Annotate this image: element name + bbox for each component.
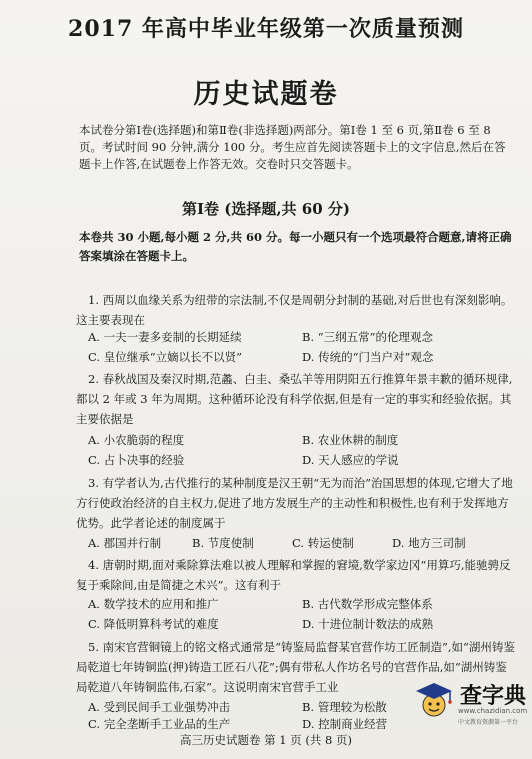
chazidian-logo <box>412 677 526 729</box>
question-2-option-a: A. 小农脆弱的程度 <box>88 433 185 447</box>
logo-slogan: 中文教育资源第一平台 <box>458 719 519 726</box>
question-1-option-a: A. 一夫一妻多妾制的长期延续 <box>88 330 242 344</box>
question-stem: 1. 西周以血缘关系为纽带的宗法制,不仅是周朝分封制的基础,对后世也有深刻影响。这主要表现在 <box>76 293 513 327</box>
question-4-option-a: A. 数学技术的应用和推广 <box>88 597 219 611</box>
question-stem: 3. 有学者认为,古代推行的某种制度是汉王朝“无为而治”治国思想的体现,它增大了地方行使政治经济的自主权力,促进了地方发展生产的主动性和积极性,也有利于发挥地方优势。此学者论述的制度属于 <box>76 476 513 530</box>
question-5-option-a: A. 受到民间手工业强势冲击 <box>88 700 231 714</box>
question-2-option-b: B. 农业休耕的制度 <box>302 433 399 447</box>
exam-title: 2017 年高中毕业年级第一次质量预测 <box>68 16 464 42</box>
question-1-option-c: C. 皇位继承“立嫡以长不以贤” <box>88 350 242 364</box>
question-2 <box>76 369 516 429</box>
question-4-option-d: D. 十进位制计数法的成熟 <box>302 617 434 631</box>
question-1-option-b: B. “三纲五常”的伦理观念 <box>302 330 434 344</box>
logo-text: 查字典 <box>460 684 527 709</box>
question-4-option-b: B. 古代数学形成完整体系 <box>302 597 433 611</box>
question-5-option-c: C. 完全垄断手工业品的生产 <box>88 717 231 731</box>
question-2-option-d: D. 天人感应的学说 <box>302 453 399 467</box>
question-1-option-d: D. 传统的“门当户对”观念 <box>302 350 434 364</box>
section-title: 第Ⅰ卷 (选择题,共 60 分) <box>182 200 350 218</box>
logo-url: www.chazidian.com <box>458 707 528 715</box>
question-stem: 2. 春秋战国及秦汉时期,范蠡、白圭、桑弘羊等用阴阳五行推算年景丰歉的循环规律,都以 2 年或 3 年为周期。这种循环论没有科学依据,但是有一定的事实和经验依据。其主要依据是 <box>76 372 513 426</box>
exam-subtitle: 历史试题卷 <box>193 79 339 110</box>
question-4 <box>76 555 516 595</box>
section-description: 本卷共 30 小题,每小题 2 分,共 60 分。每一小题只有一个选项最符合题意,请将正确答案填涂在答题卡上。 <box>79 230 512 263</box>
question-3-option-b: B. 节度使制 <box>192 536 254 550</box>
question-3-option-c: C. 转运使制 <box>292 536 354 550</box>
exam-instructions: 本试卷分第Ⅰ卷(选择题)和第Ⅱ卷(非选择题)两部分。第Ⅰ卷 1 至 6 页,第Ⅱ卷 6 至 8 页。考试时间 90 分钟,满分 100 分。考生应首先阅读答题卡上的文字信息,然后在答题卡上作答,在试题卷上作答无效。交卷时只交答题卡。 <box>79 123 506 171</box>
page-footer: 高三历史试题卷 第 1 页 (共 8 页) <box>179 733 353 747</box>
question-3-option-d: D. 地方三司制 <box>392 536 466 550</box>
question-1 <box>76 290 516 330</box>
question-3-option-a: A. 郡国并行制 <box>88 536 162 550</box>
question-2-option-c: C. 占卜决事的经验 <box>88 453 185 467</box>
question-4-option-c: C. 降低明算科考试的难度 <box>88 617 219 631</box>
graduation-cap-icon <box>412 677 456 723</box>
question-5-option-b: B. 管理较为松散 <box>302 700 387 714</box>
question-3 <box>76 473 516 533</box>
question-stem: 4. 唐朝时期,面对乘除算法难以被人理解和掌握的窘境,数学家边冈“用算巧,能驰骋反复于乘除间,由是简捷之术兴”。这有利于 <box>76 558 511 592</box>
question-stem: 5. 南宋官营铜镜上的铭文格式通常是“铸鉴局监督某官营作坊工匠制造”,如“湖州铸鉴局乾道七年铸铜监(押)铸造工匠石八花”;偶有带私人作坊名号的官营作品,如“湖州铸鉴局乾道八年铸铜监伟,石家”。这说明南宋官营手工业 <box>76 640 515 694</box>
question-5-option-d: D. 控制商业经营 <box>302 717 388 731</box>
